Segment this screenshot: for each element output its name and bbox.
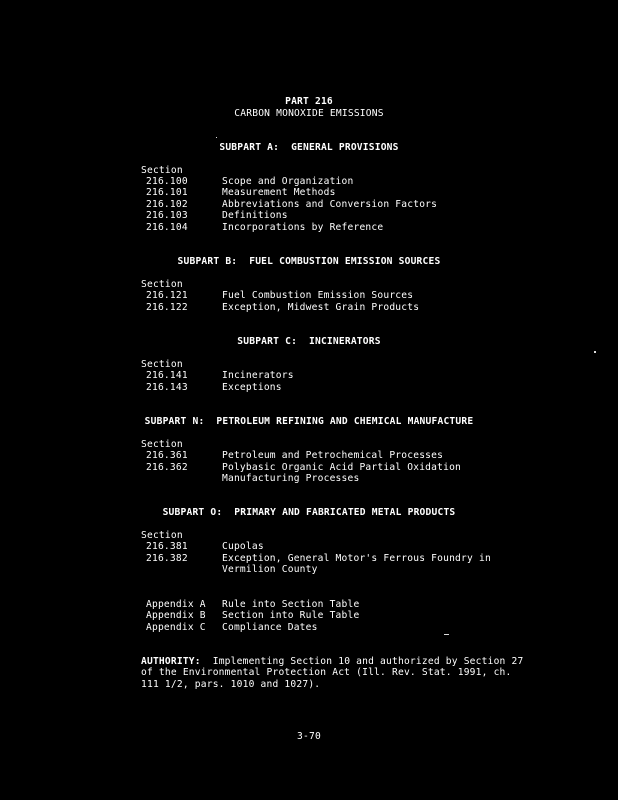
appendix-label: Appendix C (146, 622, 206, 633)
authority-text: Implementing Section 10 and authorized by Section 27 (200, 656, 524, 667)
appendix-title: Compliance Dates (222, 622, 318, 633)
section-number: 216.102 (146, 199, 188, 210)
section-number: 216.122 (146, 302, 188, 313)
section-title: Exception, General Motor's Ferrous Foundry in (222, 553, 491, 564)
subpart-a-heading: SUBPART A: GENERAL PROVISIONS (219, 142, 399, 153)
section-title: Cupolas (222, 541, 264, 552)
authority-text: 111 1/2, pars. 1010 and 1027). (141, 679, 321, 690)
section-number: 216.103 (146, 210, 188, 221)
section-label: Section (141, 279, 183, 290)
section-number: 216.381 (146, 541, 188, 552)
section-label: Section (141, 530, 183, 541)
section-number: 216.101 (146, 187, 188, 198)
appendix-label: Appendix A (146, 599, 206, 610)
section-title: Measurement Methods (222, 187, 336, 198)
section-number: 216.362 (146, 462, 188, 473)
section-title: Exceptions (222, 382, 282, 393)
section-number: 216.143 (146, 382, 188, 393)
section-number: 216.361 (146, 450, 188, 461)
section-number: 216.104 (146, 222, 188, 233)
subpart-n-heading: SUBPART N: PETROLEUM REFINING AND CHEMICAL MANUFACTURE (144, 416, 474, 427)
section-title: Abbreviations and Conversion Factors (222, 199, 438, 210)
section-title: Fuel Combustion Emission Sources (222, 290, 414, 301)
section-label: Section (141, 439, 183, 450)
scan-speck (594, 351, 596, 353)
appendix-label: Appendix B (146, 610, 206, 621)
section-title: Exception, Midwest Grain Products (222, 302, 420, 313)
section-label: Section (141, 359, 183, 370)
subpart-o-heading: SUBPART O: PRIMARY AND FABRICATED METAL PRODUCTS (162, 507, 456, 518)
section-title: Incinerators (222, 370, 294, 381)
section-title: Polybasic Organic Acid Partial Oxidation (222, 462, 462, 473)
scan-speck (444, 634, 449, 635)
section-title: Definitions (222, 210, 288, 221)
section-title: Incorporations by Reference (222, 222, 384, 233)
scan-speck (216, 137, 217, 138)
part-title: CARBON MONOXIDE EMISSIONS (234, 108, 384, 119)
section-title-continued: Vermilion County (222, 564, 318, 575)
section-number: 216.121 (146, 290, 188, 301)
section-title: Scope and Organization (222, 176, 354, 187)
section-number: 216.100 (146, 176, 188, 187)
section-number: 216.382 (146, 553, 188, 564)
section-title: Petroleum and Petrochemical Processes (222, 450, 444, 461)
authority-text: of the Environmental Protection Act (Ill. Rev. Stat. 1991, ch. (141, 667, 512, 678)
subpart-b-heading: SUBPART B: FUEL COMBUSTION EMISSION SOURCES (177, 256, 441, 267)
section-title-continued: Manufacturing Processes (222, 473, 360, 484)
page-number: 3-70 (297, 731, 321, 742)
appendix-title: Rule into Section Table (222, 599, 360, 610)
section-label: Section (141, 165, 183, 176)
part-heading: PART 216 (285, 96, 333, 107)
subpart-c-heading: SUBPART C: INCINERATORS (237, 336, 381, 347)
appendix-title: Section into Rule Table (222, 610, 360, 621)
section-number: 216.141 (146, 370, 188, 381)
authority-label: AUTHORITY: (141, 656, 201, 667)
